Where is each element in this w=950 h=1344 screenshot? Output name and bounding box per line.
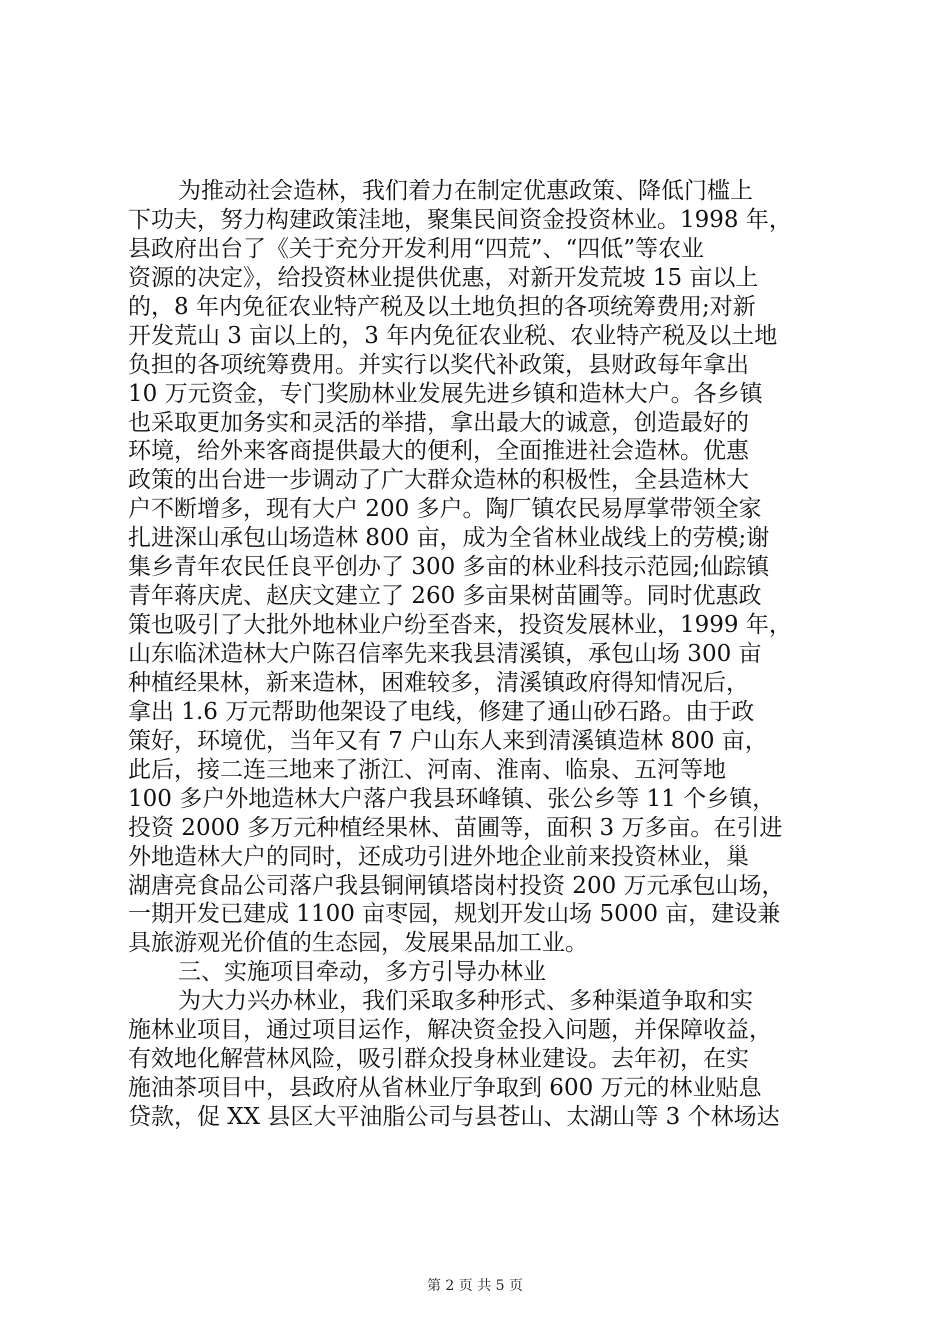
paragraph-1-line-17: 山东临沭造林大户陈召信率先来我县清溪镇，承包山场 300 亩: [128, 641, 762, 667]
paragraph-1-line-5: 的，8 年内免征农业特产税及以土地负担的各项统筹费用;对新: [128, 293, 756, 320]
paragraph-1-line-6: 开发荒山 3 亩以上的，3 年内免征农业税、农业特产税及以土地: [128, 322, 778, 349]
paragraph-2-line-5: 贷款，促 XX 县区大平油脂公司与县苍山、太湖山等 3 个林场达: [128, 1104, 780, 1130]
page-number-footer: 第 2 页 共 5 页: [426, 1278, 524, 1294]
paragraph-1-line-22: 100 多户外地造林大户落户我县环峰镇、张公乡等 11 个乡镇，: [128, 785, 776, 812]
paragraph-1-line-26: 一期开发已建成 1100 亩枣园，规划开发山场 5000 亩，建设兼: [128, 901, 781, 928]
paragraph-1-line-3: 县政府出台了《关于充分开发利用“四荒”、“四低”等农业: [128, 235, 705, 262]
paragraph-1-line-27: 具旅游观光价值的生态园，发展果品加工业。: [128, 930, 588, 957]
paragraph-1-line-12: 户不断增多，现有大户 200 多户。陶厂镇农民易厚掌带领全家: [128, 496, 762, 523]
paragraph-1-line-19: 拿出 1.6 万元帮助他架设了电线，修建了通山砂石路。由于政: [128, 698, 755, 725]
paragraph-1-line-11: 政策的出台进一步调动了广大群众造林的积极性，全县造林大: [128, 467, 749, 494]
paragraph-1-line-25: 湖唐亮食品公司落户我县铜闸镇塔岗村投资 200 万元承包山场，: [128, 872, 785, 899]
paragraph-1-line-21: 此后，接二连三地来了浙江、河南、淮南、临泉、五河等地: [128, 756, 726, 783]
paragraph-1-line-7: 负担的各项统筹费用。并实行以奖代补政策，县财政每年拿出: [128, 351, 749, 378]
paragraph-1-line-4: 资源的决定》，给投资林业提供优惠，对新开发荒坡 15 亩以上: [128, 264, 759, 291]
paragraph-1-line-9: 也采取更加务实和灵活的举措，拿出最大的诚意，创造最好的: [128, 409, 749, 436]
paragraph-2-line-3: 有效地化解营林风险，吸引群众投身林业建设。去年初，在实: [128, 1046, 749, 1073]
paragraph-1-line-14: 集乡青年农民任良平创办了 300 多亩的林业科技示范园;仙踪镇: [128, 554, 770, 581]
paragraph-1-line-10: 环境，给外来客商提供最大的便利，全面推进社会造林。优惠: [128, 438, 749, 465]
paragraph-1-line-1: 为推动社会造林，我们着力在制定优惠政策、降低门槛上: [178, 178, 753, 204]
paragraph-1-line-2: 下功夫，努力构建政策洼地，聚集民间资金投资林业。1998 年，: [128, 206, 792, 233]
paragraph-1-line-13: 扎进深山承包山场造林 800 亩，成为全省林业战线上的劳模;谢: [128, 525, 770, 552]
section-heading: 三、实施项目牵动，多方引导办林业: [178, 959, 546, 986]
paragraph-1-line-15: 青年蒋庆虎、赵庆文建立了 260 多亩果树苗圃等。同时优惠政: [128, 583, 762, 610]
paragraph-1-line-24: 外地造林大户的同时，还成功引进外地企业前来投资林业，巢: [128, 843, 749, 870]
paragraph-2-line-2: 施林业项目，通过项目运作，解决资金投入问题，并保障收益，: [128, 1017, 772, 1044]
paragraph-2-line-4: 施油茶项目中，县政府从省林业厅争取到 600 万元的林业贴息: [128, 1075, 762, 1102]
paragraph-1-line-20: 策好，环境优，当年又有 7 户山东人来到清溪镇造林 800 亩，: [128, 727, 768, 754]
paragraph-1-line-23: 投资 2000 多万元种植经果林、苗圃等，面积 3 万多亩。在引进: [128, 814, 783, 841]
paragraph-1-line-16: 策也吸引了大批外地林业户纷至沓来，投资发展林业，1999 年，: [128, 612, 792, 639]
document-body: [128, 177, 828, 1132]
paragraph-1-line-8: 10 万元资金，专门奖励林业发展先进乡镇和造林大户。各乡镇: [128, 380, 763, 407]
paragraph-1-line-18: 种植经果林，新来造林，困难较多，清溪镇政府得知情况后，: [128, 669, 749, 696]
paragraph-2-line-1: 为大力兴办林业，我们采取多种形式、多种渠道争取和实: [178, 988, 753, 1015]
